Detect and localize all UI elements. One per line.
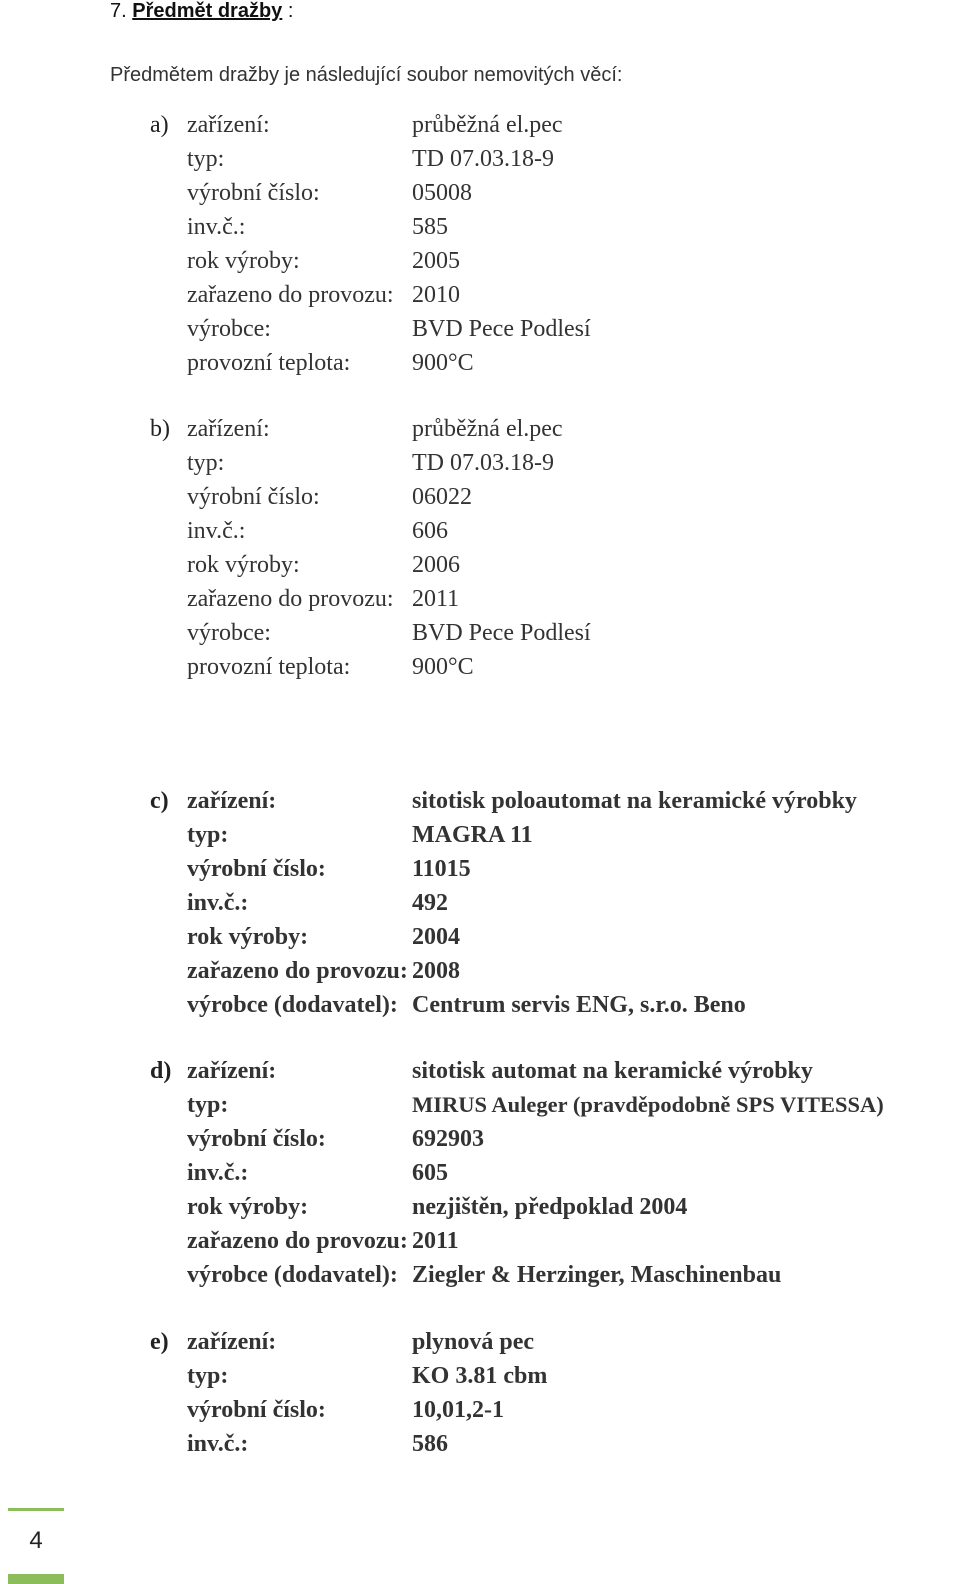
field-value: 2011 [412, 1228, 459, 1254]
field-label: rok výroby: [187, 924, 309, 950]
section-title: Předmět dražby [132, 0, 283, 22]
page-number-top-rule [8, 1508, 64, 1511]
field-value: KO 3.81 cbm [412, 1363, 548, 1389]
item-letter: c) [150, 788, 169, 814]
field-value: průběžná el.pec [412, 416, 563, 442]
field-value: 606 [412, 518, 448, 544]
field-value: 900°C [412, 654, 474, 680]
field-label: typ: [187, 1092, 229, 1118]
field-value: 05008 [412, 180, 472, 206]
field-value: 692903 [412, 1126, 484, 1152]
field-label: inv.č.: [187, 1160, 249, 1186]
section-title-suffix: : [287, 0, 294, 22]
field-label: provozní teplota: [187, 350, 351, 376]
field-value: 2011 [412, 586, 460, 612]
field-value: 492 [412, 890, 448, 916]
field-value: sitotisk automat na keramické výrobky [412, 1058, 813, 1084]
field-value: Centrum servis ENG, s.r.o. Beno [412, 992, 746, 1018]
field-label: výrobce: [187, 620, 271, 646]
section-heading [110, 0, 293, 26]
field-value: 2006 [412, 552, 460, 578]
field-value: plynová pec [412, 1329, 535, 1355]
field-value: 605 [412, 1160, 448, 1186]
field-value: sitotisk poloautomat na keramické výrobky [412, 788, 857, 814]
field-value: 900°C [412, 350, 474, 376]
page-number-footer [8, 1508, 64, 1584]
field-label: inv.č.: [187, 890, 249, 916]
field-label: typ: [187, 450, 225, 476]
field-label: výrobce (dodavatel): [187, 1262, 398, 1288]
field-label: inv.č.: [187, 1431, 249, 1457]
field-label: provozní teplota: [187, 654, 351, 680]
field-label: zařízení: [187, 112, 270, 138]
field-label: zařízení: [187, 416, 270, 442]
field-label: výrobce (dodavatel): [187, 992, 398, 1018]
field-label: výrobní číslo: [187, 1126, 326, 1152]
field-label: výrobce: [187, 316, 271, 342]
field-label: výrobní číslo: [187, 180, 320, 206]
item-letter: e) [150, 1329, 169, 1355]
field-label: zařízení: [187, 788, 277, 814]
field-label: zařízení: [187, 1058, 277, 1084]
field-label: zařazeno do provozu: [187, 958, 408, 984]
field-value: 586 [412, 1431, 448, 1457]
field-value: 2008 [412, 958, 460, 984]
field-label: zařazeno do provozu: [187, 586, 394, 612]
item-letter: b) [150, 416, 170, 442]
field-value: 10,01,2-1 [412, 1397, 504, 1423]
field-value: MIRUS Auleger (pravděpodobně SPS VITESSA) [412, 1092, 884, 1117]
field-label: výrobní číslo: [187, 484, 320, 510]
item-letter: d) [150, 1058, 172, 1084]
field-value: průběžná el.pec [412, 112, 563, 138]
field-label: rok výroby: [187, 248, 300, 274]
field-label: výrobní číslo: [187, 856, 326, 882]
field-label: výrobní číslo: [187, 1397, 326, 1423]
field-value: BVD Pece Podlesí [412, 620, 591, 646]
field-label: zařízení: [187, 1329, 277, 1355]
field-value: 2004 [412, 924, 460, 950]
field-label: typ: [187, 1363, 229, 1389]
intro-paragraph: Předmětem dražby je následující soubor nemovitých věcí: [110, 64, 623, 86]
field-label: zařazeno do provozu: [187, 282, 394, 308]
field-value: nezjištěn, předpoklad 2004 [412, 1194, 688, 1220]
field-value: TD 07.03.18-9 [412, 450, 554, 476]
field-value: BVD Pece Podlesí [412, 316, 591, 342]
field-value: TD 07.03.18-9 [412, 146, 554, 172]
field-label: typ: [187, 146, 225, 172]
field-label: rok výroby: [187, 552, 300, 578]
field-value: 2010 [412, 282, 460, 308]
field-value: Ziegler & Herzinger, Maschinenbau [412, 1262, 782, 1288]
page-number: 4 [29, 1527, 43, 1554]
field-value: 2005 [412, 248, 460, 274]
field-value: 06022 [412, 484, 472, 510]
field-value: 11015 [412, 856, 471, 882]
field-value: 585 [412, 214, 448, 240]
section-number: 7. [110, 0, 127, 22]
field-value: MAGRA 11 [412, 822, 533, 848]
item-letter: a) [150, 112, 169, 138]
field-label: inv.č.: [187, 214, 246, 240]
field-label: zařazeno do provozu: [187, 1228, 408, 1254]
field-label: rok výroby: [187, 1194, 309, 1220]
field-label: typ: [187, 822, 229, 848]
page-number-bottom-bar [8, 1574, 64, 1584]
field-label: inv.č.: [187, 518, 246, 544]
